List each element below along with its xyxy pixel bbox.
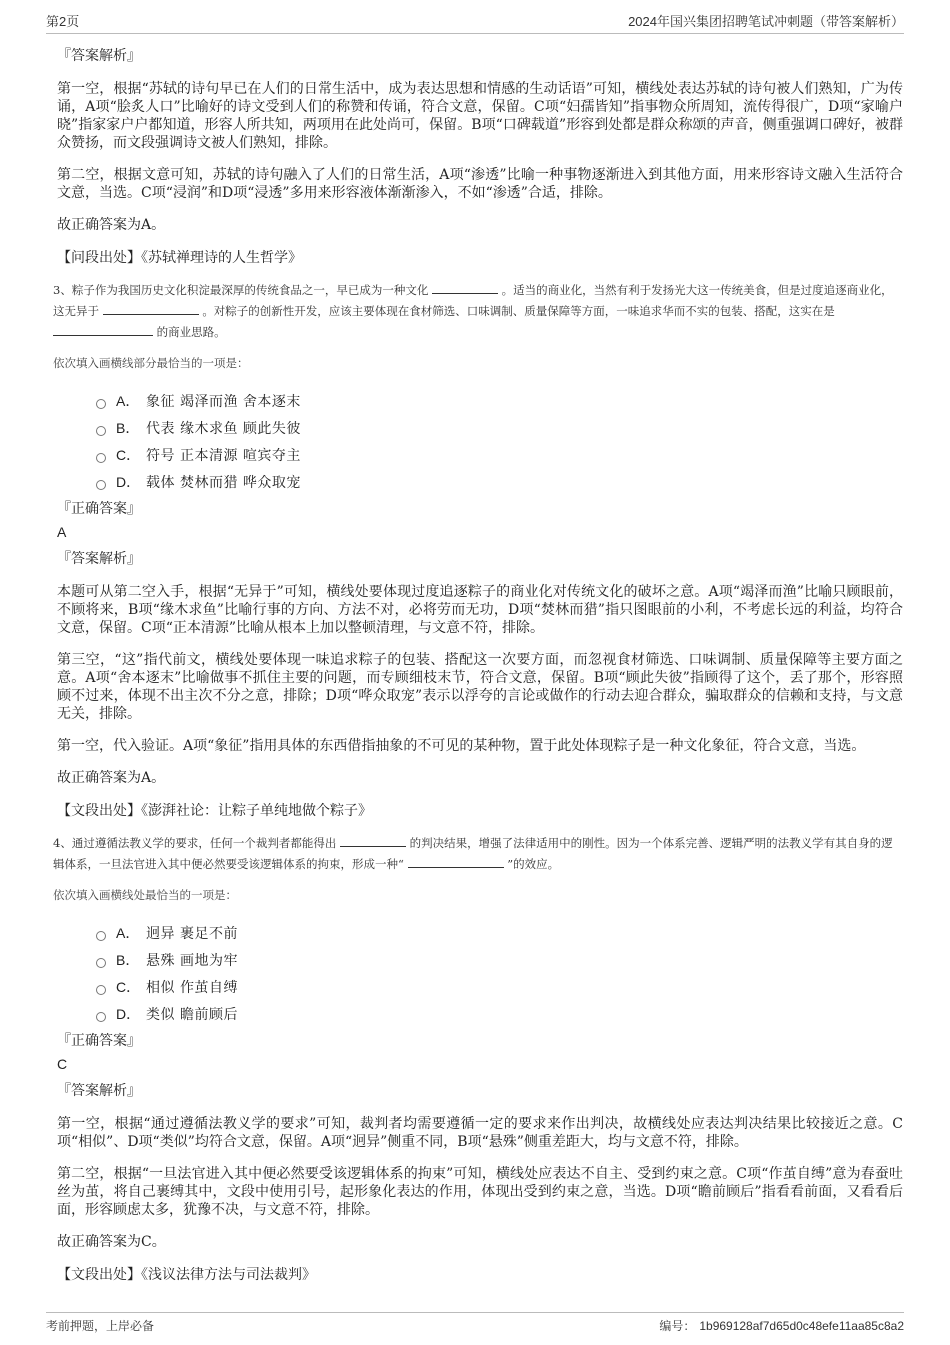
q3-blank-1 xyxy=(432,281,498,294)
radio-icon[interactable] xyxy=(96,399,106,409)
q3-prompt: 依次填入画横线部分最恰当的一项是： xyxy=(53,356,249,370)
q3-option-c[interactable]: C． 符号 正本清源 喧宾夺主 xyxy=(96,441,903,468)
q3-correct-tag: 『正确答案』 xyxy=(57,501,141,517)
footer-id xyxy=(655,1317,904,1334)
q2-source: 【问段出处】《苏轼禅理诗的人生哲学》 xyxy=(57,250,302,266)
q3-analysis-tag: 『答案解析』 xyxy=(57,551,141,567)
q3-stem: 3、粽子作为我国历史文化积淀最深厚的传统食品之一，早已成为一种文化 。适当的商业化，当然有利于发扬光大这一传统美食，但是过度追逐商业化，这无异于 。对粽子的创新性开发，应该主要体现在食材筛选、口味调制、质量保障等方面，一味追求华而不实的包装、搭配，这实在是 的商业思路。 xyxy=(53,283,893,339)
q4-analysis-tag: 『答案解析』 xyxy=(57,1083,141,1099)
q3-analysis-para-3: 第一空，代入验证。A项“象征”指用具体的东西借指抽象的不可见的某种物，置于此处体现粽子是一种文化象征，符合文意，当选。 xyxy=(57,738,866,754)
q3-answer: A xyxy=(57,524,67,540)
q4-correct-tag: 『正确答案』 xyxy=(57,1033,141,1049)
radio-icon[interactable] xyxy=(96,958,106,968)
footer-id-label: 编号： xyxy=(659,1319,696,1333)
q4-source: 【文段出处】《浅议法律方法与司法裁判》 xyxy=(57,1267,316,1283)
q2-conclusion: 故正确答案为A。 xyxy=(57,217,166,233)
radio-icon[interactable] xyxy=(96,426,106,436)
q4-analysis-para-2: 第二空，根据“一旦法官进入其中便必然要受该逻辑体系的拘束”可知，横线处应表达不自主、受到约束之意。C项“作茧自缚”意为春蚕吐丝为茧，将自己裹缚其中，文段中使用引号，起形象化表达的作用，体现出受到约束之意，当选。D项“瞻前顾后”指看看前面，又看看后面，形容顾虑太多，犹豫不决，与文意不符，排除。 xyxy=(57,1166,903,1218)
page-footer xyxy=(46,1312,904,1339)
q4-analysis-para-1: 第一空，根据“通过遵循法教义学的要求”可知，裁判者均需要遵循一定的要求来作出判决，故横线处应表达判决结果比较接近之意。C项“相似”、D项“类似”均符合文意，保留。A项“迥异”侧重不同，B项“悬殊”侧重差距大，均与文意不符，排除。 xyxy=(57,1116,903,1150)
q3-option-b[interactable]: B． 代表 缘木求鱼 顾此失彼 xyxy=(96,414,903,441)
q3-options xyxy=(96,387,903,495)
radio-icon[interactable] xyxy=(96,480,106,490)
q4-option-a[interactable]: A． 迥异 裹足不前 xyxy=(96,919,903,946)
q3-analysis-para-2: 第三空，“这”指代前文，横线处要体现一味追求粽子的包装、搭配这一次要方面，而忽视食材筛选、口味调制、质量保障等主要方面之意。A项“舍本逐末”比喻做事不抓住主要的问题，而专顾细枝末节，符合文意，保留。B项“顾此失彼”指顾得了这个，丢了那个，形容照顾不过来，体现不出主次不分之意，排除；D项“哗众取宠”表示以浮夸的言论或做作的行动去迎合群众，骗取群众的信赖和支持，与文意无关，排除。 xyxy=(57,652,903,722)
q4-option-c[interactable]: C． 相似 作茧自缚 xyxy=(96,973,903,1000)
q4-blank-1 xyxy=(340,834,406,847)
q2-analysis-tag: 『答案解析』 xyxy=(57,48,141,64)
page-number: 第2页 xyxy=(46,14,80,29)
radio-icon[interactable] xyxy=(96,931,106,941)
document-title: 2024年国兴集团招聘笔试冲刺题（带答案解析） xyxy=(628,14,904,29)
q2-analysis-para-2: 第二空，根据文意可知，苏轼的诗句融入了人们的日常生活，A项“渗透”比喻一种事物逐渐进入到其他方面，用来形容诗文融入生活符合文意，当选。C项“浸润”和D项“浸透”多用来形容液体渐渐渗入，不如“渗透”合适，排除。 xyxy=(57,167,903,201)
footer-id-value: 1b969128af7d65d0c48efe11aa85c8a2 xyxy=(699,1319,904,1333)
radio-icon[interactable] xyxy=(96,985,106,995)
q2-analysis-para-1: 第一空，根据“苏轼的诗句早已在人们的日常生活中，成为表达思想和情感的生动话语”可知，横线处表达苏轼的诗句被人们熟知，广为传诵，A项“脍炙人口”比喻好的诗文受到人们的称赞和传诵，符合文意，保留。C项“妇孺皆知”指事物众所周知，流传得很广，D项“家喻户晓”指家家户户都知道，形容人所共知，两项用在此处尚可，保留。B项“口碑载道”形容到处都是群众称颂的声音，侧重强调口碑好，被群众赞扬，而文段强调诗文被人们熟知，排除。 xyxy=(57,81,903,151)
q3-source: 【文段出处】《澎湃社论：让粽子单纯地做个粽子》 xyxy=(57,803,372,819)
q4-conclusion: 故正确答案为C。 xyxy=(57,1234,166,1250)
q3-option-d[interactable]: D． 载体 焚林而猎 哗众取宠 xyxy=(96,468,903,495)
q4-option-b[interactable]: B． 悬殊 画地为牢 xyxy=(96,946,903,973)
footer-slogan: 考前押题，上岸必备 xyxy=(46,1319,155,1333)
q4-answer: C xyxy=(57,1056,68,1072)
q3-option-a[interactable]: A． 象征 竭泽而渔 舍本逐末 xyxy=(96,387,903,414)
q4-option-d[interactable]: D． 类似 瞻前顾后 xyxy=(96,1000,903,1027)
page-header xyxy=(46,8,904,34)
q3-blank-2 xyxy=(103,302,199,315)
q4-stem: 4、通过遵循法教义学的要求，任何一个裁判者都能得出 的判决结果，增强了法律适用中的刚性。因为一个体系完善、逻辑严明的法教义学有其自身的逻辑体系，一旦法官进入其中便必然要受该逻辑体系的拘束，形成一种“ ”的效应。 xyxy=(53,836,893,871)
radio-icon[interactable] xyxy=(96,1012,106,1022)
q3-conclusion: 故正确答案为A。 xyxy=(57,770,166,786)
q4-blank-2 xyxy=(408,855,504,868)
q4-options xyxy=(96,919,903,1027)
q4-prompt: 依次填入画横线处最恰当的一项是： xyxy=(53,888,237,902)
radio-icon[interactable] xyxy=(96,453,106,463)
q3-blank-3 xyxy=(53,323,153,336)
page-content xyxy=(53,46,903,1297)
q3-analysis-para-1: 本题可从第二空入手，根据“无异于”可知，横线处要体现过度追逐粽子的商业化对传统文化的破坏之意。A项“竭泽而渔”比喻只顾眼前，不顾将来，B项“缘木求鱼”比喻行事的方向、方法不对，必将劳而无功，D项“焚林而猎”指只图眼前的小利，不考虑长远的利益，均符合文意，保留。C项“正本清源”比喻从根本上加以整顿清理，与文意不符，排除。 xyxy=(57,584,903,636)
